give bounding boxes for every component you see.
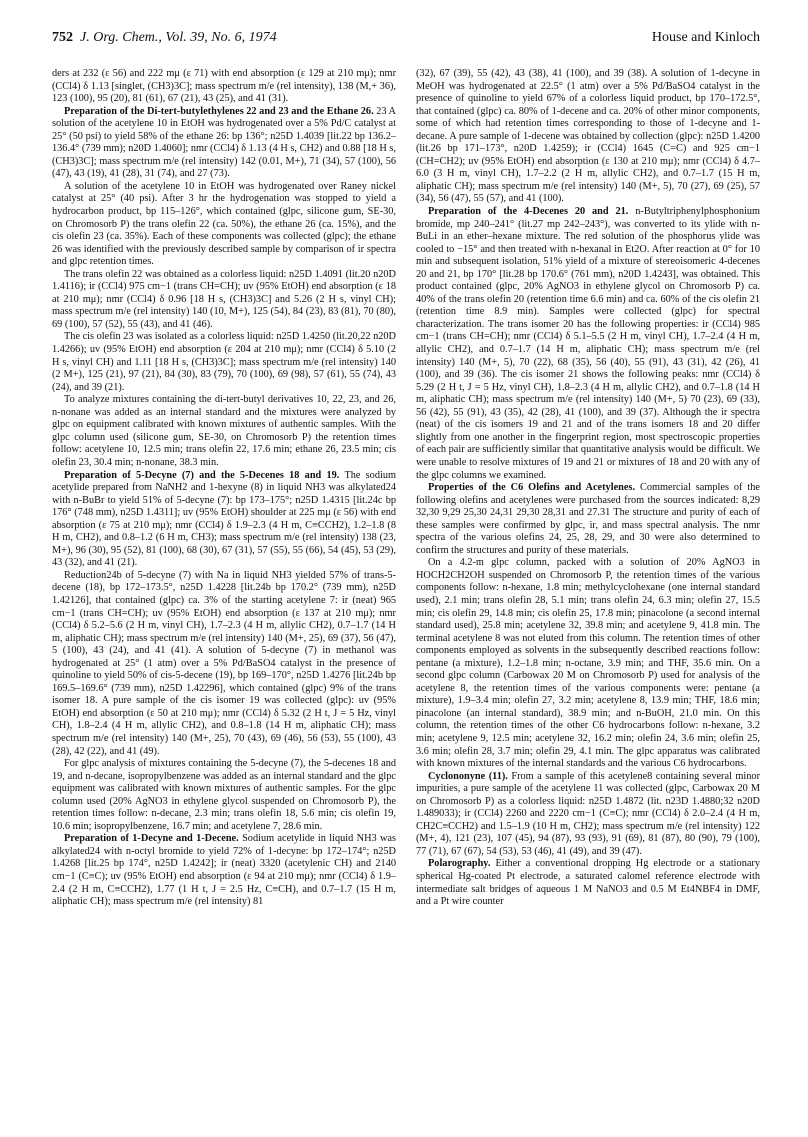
running-authors: House and Kinloch [651, 30, 760, 45]
paragraph [416, 68, 760, 206]
paragraph [52, 269, 396, 332]
section-heading: Preparation of 5-Decyne (7) and the 5-Decenes 18 and 19. [64, 469, 340, 481]
paragraph [52, 570, 396, 758]
paragraph [416, 482, 760, 557]
journal-citation: J. Org. Chem., Vol. 39, No. 6, 1974 [80, 30, 277, 45]
section-heading: Preparation of the Di-tert-butylethylenes 22 and 23 and the Ethane 26. [64, 105, 374, 117]
page-header [52, 30, 760, 50]
paragraph [416, 858, 760, 908]
paragraph-text: (32), 67 (39), 55 (42), 43 (38), 41 (100), and 39 (38). A solution of 1-decyne in MeOH was hydrogenated at 22.5° (1 atm) over a 5% Pd/BaSO4 catalyst in the presence of quinoline to yield 67% of a colorless liquid product, bp 170–172.5°, that contained (glpc) ca. 80% of 1-decene and ca. 20% of other minor components, some of which had retention times corresponding to those of 1-decyne and 1-decane. A pure sample of 1-decene was obtained by collection (glpc): n25D 1.4200 (lit.26 bp 171–173°, n20D 1.4259); ir (CCl4) 1645 (C=C) and 925 cm−1 (CH=CH2); uv (95% EtOH) end absorption (ε 130 at 210 mμ); nmr (CCl4) δ 4.7–6.0 (3 H m, vinyl CH), 1.7–2.2 (2 H m, allylic CH2), and 0.7–1.7 (15 H m, aliphatic CH); mass spectrum m/e (rel intensity) 140 (M+, 5), 70 (27), 69 (25), 57 (34), 56 (47), 55 (57), and 41 (100). [416, 68, 760, 205]
page-number: 752 [52, 30, 73, 45]
paragraph [52, 394, 396, 469]
paragraph-text: To analyze mixtures containing the di-tert-butyl derivatives 10, 22, 23, and 26, n-nonane was added as an internal standard and the mixtures were analyzed by glpc on equipment calibrated with known mixtures of authentic samples. With the glpc column used (silicone gum, SE-30, on Chromosorb P) the retention times follow: acetylene 10, 12.5 min; trans olefin 22, 17.6 min; ethane 26, 23.5 min; cis olefin 23, 30.4 min; n-nonane, 38.3 min. [52, 394, 396, 468]
paragraph-text: The cis olefin 23 was isolated as a colorless liquid: n25D 1.4250 (lit.20,22 n20D 1.4266); uv (95% EtOH) end absorption (ε 204 at 210 mμ); nmr (CCl4) δ 5.10 (2 H s, vinyl CH) and 1.11 [18 H s, (CH3)3C]; mass spectrum m/e (rel intensity) 140 (2 M+), 125 (21), 97 (21), 84 (30), 83 (79), 70 (100), 69 (98), 57 (61), 55 (74), 43 (24), and 39 (21). [52, 331, 396, 393]
paragraph [52, 758, 396, 833]
section-heading: Preparation of 1-Decyne and 1-Decene. [64, 833, 239, 845]
section-heading: Polarography. [428, 858, 491, 870]
paragraph-text: For glpc analysis of mixtures containing the 5-decyne (7), the 5-decenes 18 and 19, and n-decane, isopropylbenzene was added as an internal standard and the glpc equipment was calibrated with known mixtures of authentic samples. For the glpc column used (20% AgNO3 in ethylene glycol suspended on Chromosorb P), the retention times follow: n-decane, 2.3 min; trans olefin 18, 5.6 min; cis olefin 19, 10.6 min; isopropylbenzene, 16.7 min; and acetylene 7, 28.6 min. [52, 758, 396, 832]
paragraph [52, 68, 396, 106]
paragraph [52, 181, 396, 269]
section-heading: Preparation of the 4-Decenes 20 and 21. [428, 206, 629, 218]
paragraph-text: Either a conventional dropping Hg electrode or a stationary spherical Hg-coated Pt electrode, a saturated calomel reference electrode with intermediate salt bridges of aqueous 1 M NaNO3 and 0.5 M Et4NBF4 in DMF, and a Pt wire counter [416, 858, 760, 908]
left-column [52, 68, 396, 909]
paragraph [416, 771, 760, 859]
paragraph-text: ders at 232 (ε 56) and 222 mμ (ε 71) with end absorption (ε 129 at 210 mμ); nmr (CCl4) δ 1.13 [singlet, (CH3)3C]; mass spectrum m/e (rel intensity), 138 (M,+ 36), 123 (100), 95 (20), 81 (61), 67 (21), 43 (25), and 41 (31). [52, 68, 396, 105]
paragraph [52, 833, 396, 908]
paragraph-text: Reduction24b of 5-decyne (7) with Na in liquid NH3 yielded 57% of trans-5-decene (18), bp 172–173.5°, n25D 1.4228 [lit.24b bp 170.2° (739 mm), n25D 1.42126], that contained (glpc) ca. 3% of the starting acetylene 7: ir (neat) 965 cm−1 (trans CH=CH); uv (95% EtOH) end absorption (ε 137 at 210 mμ); nmr (CCl4) δ 5.2–5.6 (2 H m, vinyl CH), 1.7–2.3 (4 H m, allylic CH2), 0.7–1.7 (14 H m, aliphatic CH); mass spectrum m/e (rel intensity) 140 (M+, 25), 69 (37), 56 (47), 5 (100), 43 (24), and 41 (41). A solution of 5-decyne (7) in methanol was hydrogenated at 25° (1 atm) over a 5% Pd/BaSO4 catalyst in the presence of quinoline to yield 50% of cis-5-decene (19), bp 169–170°, n25D 1.4276 [lit.24b bp 169.5–169.6° (739 mm), n25D 1.42296], which contained (glpc) 9% of the trans isomer 18. A pure sample of the cis isomer 19 was collected (glpc): uv (95% EtOH) end absorption (ε 50 at 210 mμ); nmr (CCl4) δ 5.32 (2 H t, J = 5 Hz, vinyl CH), 1.8–2.4 (4 H m, allylic CH2), and 0.8–1.8 (14 H m, aliphatic CH); mass spectrum m/e (rel intensity) 140 (M+, 25), 70 (43), 69 (46), 56 (53), 55 (100), 43 (28), 42 (22), and 41 (49). [52, 569, 396, 757]
paragraph-text: A solution of the acetylene 10 in EtOH was hydrogenated over Raney nickel catalyst at 25° (40 psi). After 3 hr the hydrogenation was stopped to yield a hydrocarbon product, bp 115–126°, which contained (glpc, silicone gum, SE-30, on Chromosorb P) the trans olefin 22 (ca. 50%), the ethane 26 (ca. 15%), and the cis olefin 23 (ca. 35%). Each of these components was collected (glpc); the ethane 26 was identified with the previously described sample by comparison of ir spectra and glpc retention times. [52, 180, 396, 268]
section-heading: Cyclononyne (11). [428, 770, 508, 782]
paragraph [52, 106, 396, 181]
paragraph [52, 470, 396, 570]
section-heading: Properties of the C6 Olefins and Acetylenes. [428, 482, 636, 494]
right-column [416, 68, 760, 909]
paragraph-text: The sodium acetylide prepared from NaNH2 and 1-hexyne (8) in liquid NH3 was alkylated24 with n-BuBr to yield 51% of 5-decyne (7): bp 173–175°; n25D 1.4315 [lit.24c bp 176° (748 mm), n25D 1.4311]; uv (95% EtOH) shoulder at 225 mμ (ε 56) with end absorption (ε 75 at 210 mμ); nmr (CCl4) δ 1.9–2.3 (4 H m, C≡CCH2), 1.2–1.8 (8 H m, CH2), and 0.8–1.2 (6 H m, CH3); mass spectrum m/e (rel intensity) 138 (23, M+), 96 (30), 95 (52), 81 (100), 68 (30), 67 (31), 57 (55), 55 (66), 54 (45), 53 (29), 43 (32), and 41 (21). [52, 469, 396, 569]
paragraph [416, 206, 760, 482]
paragraph-text: n-Butyltriphenylphosphonium bromide, mp 240–241° (lit.27 mp 242–243°), was converted to its ylide with n-BuLi in an ether–hexane mixture. The red solution of the phosphorus ylide was cooled to −15° and then treated with n-hexanal in Et2O. After reaction at 0° for 10 min and subsequent isolation, 51% yield of a mixture of stereoisomeric 4-decenes 20 and 21, bp 170° [lit.28 bp 170.6° (761 mm), n20D 1.4243], was obtained. This product contained (glpc, 20% AgNO3 in ethylene glycol on Chromosorb P) ca. 40% of the trans olefin 20 (retention time 6.6 min) and ca. 60% of the cis olefin 21 (retention time 8.9 min). Samples were collected (glpc) for spectral characterization. The trans isomer 20 has the following properties: ir (CCl4) 985 cm−1 (trans CH=CH); nmr (CCl4) δ 5.1–5.5 (2 H m, vinyl CH), 1.7–2.4 (4 H m, allylic CH2), and 0.7–1.7 (14 H m, aliphatic CH); mass spectrum m/e (rel intensity) 140 (M+, 5), 70 (22), 68 (35), 56 (40), 55 (91), 43 (31), 42 (26), 41 (100), and 39 (36). The cis isomer 21 shows the following peaks: nmr (CCl4) δ 5.29 (2 H t, J = 5 Hz, vinyl CH), 1.8–2.3 (4 H m, allylic CH2), and 0.7–1.8 (14 H m, aliphatic CH); mass spectrum m/e (rel intensity) 140 (M+, 5) 70 (23), 69 (33), 56 (42), 55 (91), 43 (35), 42 (28), 41 (100), and 39 (37). Although the ir spectra (neat) of the cis isomers 19 and 21 and of the trans isomers 18 and 20 differ slightly from one another in the fingerprint region, most spectroscopic properties of each pair are sufficiently similar that quantitative analysis would be difficult. We were unable to resolve mixtures of 19 and 21 or mixtures of 18 and 20 with any of the glpc columns we examined. [416, 206, 760, 481]
paragraph-text: Sodium acetylide in liquid NH3 was alkylated24 with n-octyl bromide to yield 72% of 1-decyne: bp 172–174°; n25D 1.4268 [lit.25 bp 174°, n25D 1.4242]; ir (neat) 3320 (acetylenic CH) and 2140 cm−1 (C≡C); uv (95% EtOH) end absorption (ε 94 at 210 mμ); nmr (CCl4) δ 1.9–2.4 (2 H m, C≡CCH2), 1.77 (1 H t, J = 2.5 Hz, C≡CH), and 0.7–1.7 (15 H m, aliphatic CH); mass spectrum m/e (rel intensity) 81 [52, 833, 396, 908]
paragraph-text: From a sample of this acetylene8 containing several minor impurities, a pure sample of the acetylene 11 was collected (glpc, Carbowax 20 M on Chromosorb P) as a colorless liquid: n25D 1.4872 (lit. n23D 1.4880;32 n20D 1.489033); ir (CCl4) 2260 and 2220 cm−1 (C≡C); nmr (CCl4) δ 2.0–2.4 (4 H m, CH2C≡CCH2) and 1.5–1.9 (10 H m, CH2); mass spectrum m/e (rel intensity) 122 (M+, 4), 121 (23), 107 (45), 94 (87), 93 (93), 91 (69), 81 (87), 80 (90), 79 (100), 77 (71), 67 (67), 54 (53), 53 (46), 41 (49), and 39 (47). [416, 770, 760, 857]
paragraph-text: On a 4.2-m glpc column, packed with a solution of 20% AgNO3 in HOCH2CH2OH suspended on Chromosorb P, the retention times of the various components follow: n-hexane, 1.8 min; methylcyclohexane (one internal standard used), 2.1 min; trans olefin 28, 5.1 min; trans olefin 24, 6.3 min; olefin 27, 15.5 min; cis olefin 29, 14.8 min; cis olefin 25, 17.8 min; pinacolone (a second internal standard used), 25.8 min; acetylene 32, 39.8 min; and acetylene 9, 41.8 min. The terminal acetylene 8 was not eluted from this column. The retention times of other components employed as solvents in the subsequently described reactions follow: pentane (a mixture), 1.2–1.8 min; n-octane, 3.9 min; and THF, 35.6 min. On a second glpc column (Carbowax 20 M on Chromosorb P) used for analysis of the acetylene 8, the retention times of the various components were: pentane (a mixture), 1.9–3.4 min; olefin 27, 3.2 min; acetylene 8, 13.9 min; THF, 18.6 min; pinacolone (an internal standard), 38.9 min; and n-BuOH, 21.0 min. On this column, the retention times of the other C6 hydrocarbons follow: n-hexane, 3.2 min; acetylene 9, 12.5 min; acetylene 32, 16.2 min; olefin 24, 3.6 min; olefin 25, 3.6 min; olefin 28, 3.7 min; olefin 29, 4.1 min. The glpc apparatus was calibrated with known mixtures of the internal standards and the various C6 hydrocarbons. [416, 557, 760, 770]
paragraph [52, 331, 396, 394]
paragraph [416, 557, 760, 770]
paragraph-text: 23 A solution of the acetylene 10 in EtOH was hydrogenated over a 5% Pd/C catalyst at 25° (50 psi) to yield 58% of the ethane 26: bp 136°; n25D 1.4039 [lit.22 bp 136.2–136.4° (739 mm); n20D 1.4060]; nmr (CCl4) δ 1.13 (4 H s, CH2) and 0.88 [18 H s, (CH3)3C]; mass spectrum m/e (rel intensity) 142 (0.01, M+), 71 (34), 57 (100), 56 (47), 43 (19), 41 (28), 31 (74), and 27 (73). [52, 105, 396, 180]
paragraph-text: Commercial samples of the following olefins and acetylenes were purchased from the sources indicated: 8,29 32,30 9,29 25,30 24,31 29,30 28,31 and 27.31 The structure and purity of each of these samples were confirmed by glpc, ir, and mass spectral analysis. The nmr spectra of the various olefins 24, 25, 28, 29, and 30 were also determined to confirm the structures and purity of these materials. [416, 482, 761, 556]
paragraph-text: The trans olefin 22 was obtained as a colorless liquid: n25D 1.4091 (lit.20 n20D 1.4116); ir (CCl4) 975 cm−1 (trans CH=CH); uv (95% EtOH) end absorption (ε 18 at 210 mμ); nmr (CCl4) δ 0.96 [18 H s, (CH3)3C] and 5.26 (2 H s, vinyl CH); mass spectrum m/e (rel intensity) 140 (10, M+), 125 (54), 84 (23), 83 (81), 70 (80), 69 (100), 57 (52), 55 (43), and 41 (46). [52, 268, 396, 330]
